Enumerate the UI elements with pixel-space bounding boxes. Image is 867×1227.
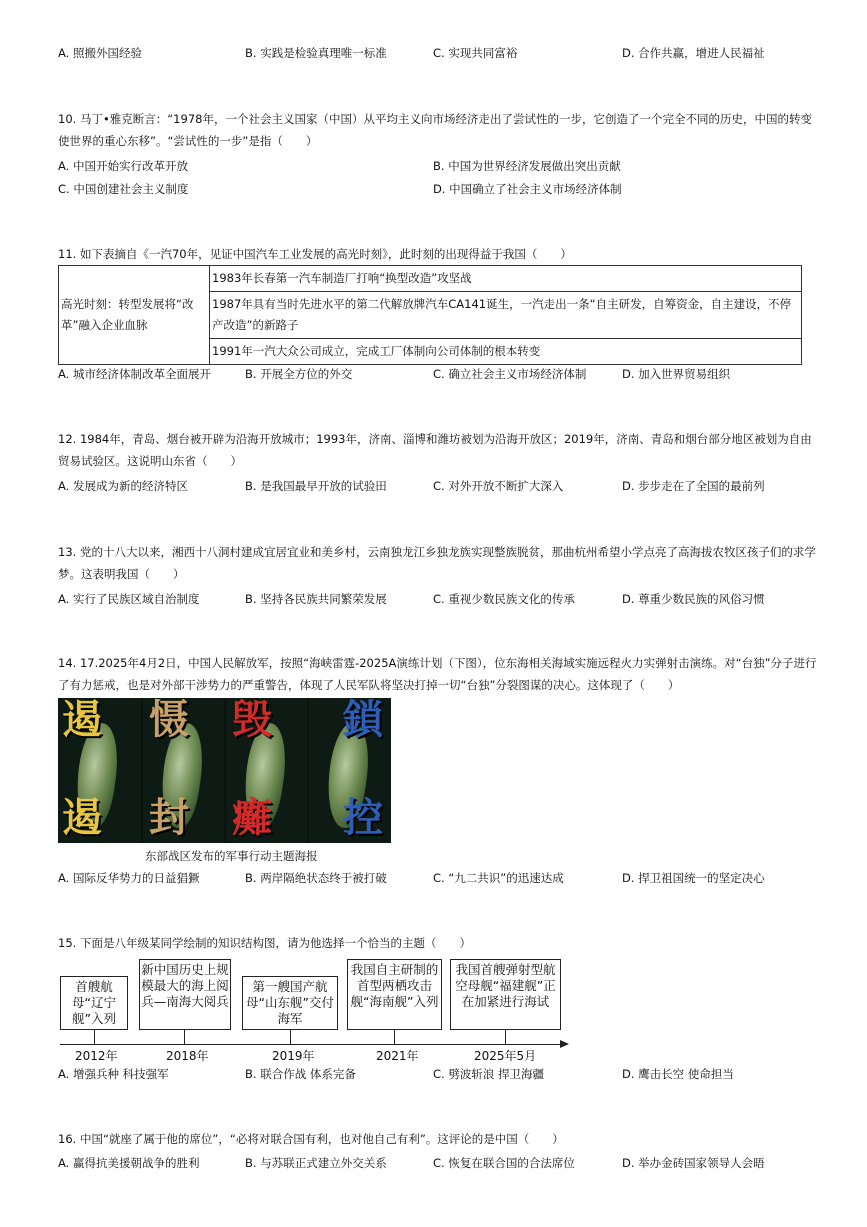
- q11-stem: 11. 如下表摘自《一汽70年，见证中国汽车工业发展的高光时刻》，此时刻的出现得益于我国（ ）: [58, 247, 572, 261]
- poster-char-bottom: 癱: [232, 794, 272, 841]
- q11-option-d[interactable]: D. 加入世界贸易组织: [622, 367, 731, 381]
- timeline-year: 2012年: [75, 1049, 118, 1063]
- q13-option-a[interactable]: A. 实行了民族区域自治制度: [58, 592, 200, 606]
- q11-table-row: 1991年一汽大众公司成立，完成工厂体制向公司体制的根本转变: [210, 339, 802, 365]
- q13-option-d[interactable]: D. 尊重少数民族的风俗习惯: [622, 592, 765, 606]
- timeline-box: 我国自主研制的首型两栖攻击舰“海南舰”入列: [347, 959, 442, 1030]
- q13-stem: 13. 党的十八大以来，湘西十八洞村建成宜居宜业和美乡村，云南独龙江乡独龙族实现整族脱贫，那曲杭州希望小学点亮了高海拔农牧区孩子们的求学梦。这表明我国（ ）: [58, 545, 816, 581]
- q10-option-b[interactable]: B. 中国为世界经济发展做出突出贡献: [433, 159, 621, 173]
- q15-option-d[interactable]: D. 鹰击长空 使命担当: [622, 1067, 734, 1081]
- q12-option-b[interactable]: B. 是我国最早开放的试验田: [245, 479, 387, 493]
- q11-option-b[interactable]: B. 开展全方位的外交: [245, 367, 353, 381]
- q14-option-d[interactable]: D. 捍卫祖国统一的坚定决心: [622, 871, 765, 885]
- q16-option-c[interactable]: C. 恢复在联合国的合法席位: [433, 1156, 575, 1170]
- q10-option-c[interactable]: C. 中国创建社会主义制度: [58, 182, 189, 196]
- q10-option-d[interactable]: D. 中国确立了社会主义市场经济体制: [433, 182, 622, 196]
- timeline-tick: [94, 1030, 95, 1044]
- timeline-year: 2021年: [376, 1049, 419, 1063]
- q16-option-b[interactable]: B. 与苏联正式建立外交关系: [245, 1156, 387, 1170]
- q14-option-b[interactable]: B. 两岸隔绝状态终于被打破: [245, 871, 387, 885]
- q13-option-b[interactable]: B. 坚持各民族共同繁荣发展: [245, 592, 387, 606]
- timeline-box: 新中国历史上规模最大的海上阅兵—南海大阅兵: [139, 959, 231, 1030]
- timeline-tick: [290, 1030, 291, 1044]
- timeline-year: 2025年5月: [474, 1049, 537, 1063]
- q15-option-a[interactable]: A. 增强兵种 科技强军: [58, 1067, 169, 1081]
- timeline-year: 2018年: [166, 1049, 209, 1063]
- poster-char-top: 毁: [232, 698, 272, 743]
- timeline-tick: [184, 1030, 185, 1044]
- poster-char-bottom: 封: [149, 794, 189, 841]
- q16-option-d[interactable]: D. 举办金砖国家领导人会晤: [622, 1156, 765, 1170]
- q15-option-c[interactable]: C. 劈波斩浪 捍卫海疆: [433, 1067, 544, 1081]
- q16-option-a[interactable]: A. 赢得抗美援朝战争的胜利: [58, 1156, 200, 1170]
- q13-option-c[interactable]: C. 重视少数民族文化的传承: [433, 592, 575, 606]
- q11-option-c[interactable]: C. 确立社会主义市场经济体制: [433, 367, 587, 381]
- q9-option-b[interactable]: B. 实践是检验真理唯一标准: [245, 46, 387, 60]
- q16-stem: 16. 中国“就座了属于他的席位”，“必将对联合国有利，也对他自己有利”。这评论的是中国（ ）: [58, 1132, 564, 1146]
- q9-option-d[interactable]: D. 合作共赢，增进人民福祉: [622, 46, 765, 60]
- timeline-axis: [60, 1044, 562, 1045]
- q15-option-b[interactable]: B. 联合作战 体系完备: [245, 1067, 356, 1081]
- q9-option-a[interactable]: A. 照搬外国经验: [58, 46, 142, 60]
- timeline-arrow-icon: [560, 1040, 569, 1048]
- q15-stem: 15. 下面是八年级某同学绘制的知识结构图，请为他选择一个恰当的主题（ ）: [58, 936, 471, 950]
- q12-option-c[interactable]: C. 对外开放不断扩大深入: [433, 479, 564, 493]
- q10-stem: 10. 马丁•雅克断言：“1978年，一个社会主义国家（中国）从平均主义向市场经济走出了尝试性的一步，它创造了一个完全不同的历史，中国的转变使世界的重心东移”。“尝试性的一步”是指（ ）: [58, 112, 812, 148]
- q10-option-a[interactable]: A. 中国开始实行改革开放: [58, 159, 188, 173]
- q14-option-c[interactable]: C. “九二共识”的迅速达成: [433, 871, 564, 885]
- poster-char-bottom: 控: [343, 794, 383, 841]
- q11-table-label: 高光时刻：转型发展将“改革”融入企业血脉: [59, 266, 210, 365]
- q11-option-a[interactable]: A. 城市经济体制改革全面展开: [58, 367, 211, 381]
- poster-char-top: 遏: [62, 698, 102, 743]
- q11-table: [58, 265, 802, 365]
- poster-char-top: 慑: [149, 698, 189, 743]
- timeline-box: 首艘航母“辽宁舰”入列: [60, 976, 128, 1030]
- poster-panel: [58, 698, 141, 843]
- timeline-box: 我国首艘弹射型航空母舰“福建舰”正在加紧进行海试: [450, 959, 561, 1030]
- q14-option-a[interactable]: A. 国际反华势力的日益猖獗: [58, 871, 200, 885]
- q12-option-d[interactable]: D. 步步走在了全国的最前列: [622, 479, 765, 493]
- poster-caption: 东部战区发布的军事行动主题海报: [145, 849, 318, 863]
- timeline-box: 第一艘国产航母“山东舰”交付海军: [242, 976, 338, 1030]
- timeline-tick: [505, 1030, 506, 1044]
- q12-stem: 12. 1984年，青岛、烟台被开辟为沿海开放城市；1993年，济南、淄博和潍坊被划为沿海开放区；2019年，济南、青岛和烟台部分地区被划为自由贸易试验区。这说明山东省（ ）: [58, 432, 812, 468]
- q14-stem: 14. 17.2025年4月2日，中国人民解放军，按照“海峡雷霆-2025A演练计划（下图），位东海相关海域实施远程火力实弹射击演练。对“台独”分子进行了有力惩戒，也是对外部干涉势力的严重警告，体现了人民军队将坚决打掉一切“台独”分裂图谋的决心。这体现了（ ）: [58, 656, 817, 692]
- timeline-tick: [394, 1030, 395, 1044]
- poster-panel: [224, 698, 309, 843]
- timeline-year: 2019年: [272, 1049, 315, 1063]
- poster-char-top: 鎖: [343, 698, 383, 743]
- q11-table-row: 1983年长春第一汽车制造厂打响“换型改造”攻坚战: [210, 266, 802, 292]
- q9-option-c[interactable]: C. 实现共同富裕: [433, 46, 518, 60]
- q12-option-a[interactable]: A. 发展成为新的经济特区: [58, 479, 188, 493]
- poster-char-bottom: 遏: [62, 794, 102, 841]
- military-poster-image: [58, 698, 391, 843]
- q11-table-row: 1987年具有当时先进水平的第二代解放牌汽车CA141诞生，一汽走出一条“自主研发，自筹资金，自主建设，不停产改造”的新路子: [210, 292, 802, 339]
- poster-panel: [141, 698, 226, 843]
- poster-panel: [307, 698, 391, 843]
